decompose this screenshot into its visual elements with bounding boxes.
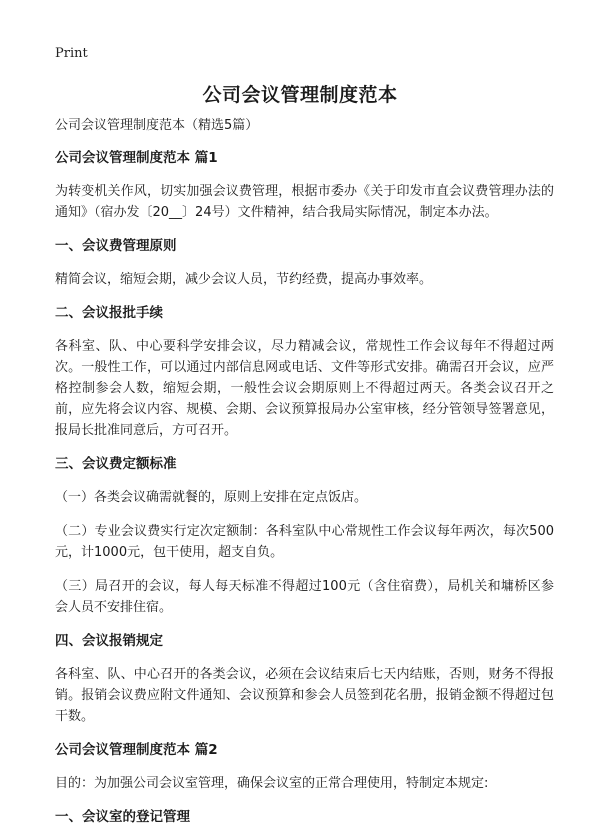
- print-link[interactable]: Print: [55, 46, 88, 61]
- page-title: 公司会议管理制度范本: [202, 84, 398, 106]
- document-subtitle: 公司会议管理制度范本（精选5篇）: [55, 118, 259, 133]
- section-quota-item-1: （一）各类会议确需就餐的，原则上安排在定点饭店。: [55, 490, 368, 505]
- section-quota-heading: 三、会议费定额标准: [55, 456, 177, 472]
- section-quota-item-2: （二）专业会议费实行定次定额制：各科室队中心常规性工作会议每年两次，每次500元，计1000元，包干使用，超支自负。: [55, 524, 554, 560]
- article-1-intro: 为转变机关作风，切实加强会议费管理，根据市委办《关于印发市直会议费管理办法的通知》（宿办发〔20__〕24号）文件精神，结合我局实际情况，制定本办法。: [55, 184, 554, 220]
- section-reimbursement-heading: 四、会议报销规定: [55, 633, 163, 649]
- section-reimbursement-text: 各科室、队、中心召开的各类会议，必须在会议结束后七天内结账，否则，财务不得报销。报销会议费应附文件通知、会议预算和参会人员签到花名册，报销金额不得超过包干数。: [55, 667, 554, 724]
- section-quota-item-3: （三）局召开的会议，每人每天标准不得超过100元（含住宿费），局机关和墉桥区参会人员不安排住宿。: [55, 579, 554, 615]
- section-principles-heading: 一、会议费管理原则: [55, 238, 177, 254]
- article-2-heading: 公司会议管理制度范本 篇2: [55, 742, 218, 758]
- article-1-heading: 公司会议管理制度范本 篇1: [55, 150, 218, 166]
- section-approval-heading: 二、会议报批手续: [55, 305, 163, 321]
- article-2-intro: 目的：为加强公司会议室管理，确保会议室的正常合理使用，特制定本规定:: [55, 776, 489, 791]
- section-principles-text: 精简会议，缩短会期，减少会议人员，节约经费，提高办事效率。: [55, 272, 433, 287]
- section-approval-text: 各科室、队、中心要科学安排会议，尽力精减会议，常规性工作会议每年不得超过两次。一般性工作，可以通过内部信息网或电话、文件等形式安排。确需召开会议，应严格控制参会人数，缩短会期，一般性会议会期原则上不得超过两天。各类会议召开之前，应先将会议内容、规模、会期、会议预算报局办公室审核，经分管领导签署意见，报局长批准同意后，方可召开。: [55, 339, 554, 438]
- document-body: [55, 116, 554, 840]
- section-registration-heading: 一、会议室的登记管理: [55, 809, 190, 825]
